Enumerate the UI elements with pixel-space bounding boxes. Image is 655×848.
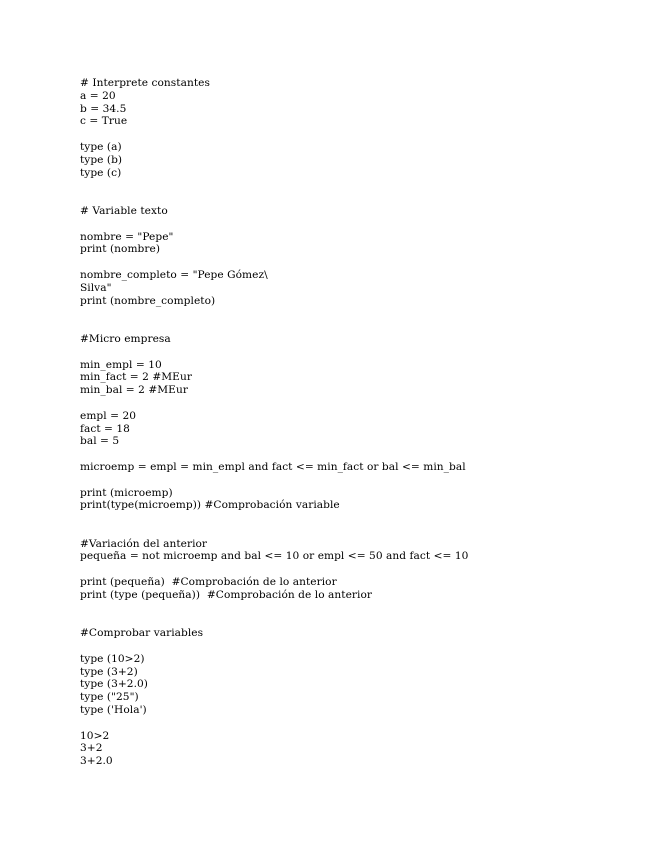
code-line: Silva" xyxy=(80,281,112,294)
blank-line xyxy=(80,256,468,269)
code-line: type ("25") xyxy=(80,691,139,704)
blank-line xyxy=(80,346,468,359)
code-line: type (c) xyxy=(80,166,122,179)
code-line: print (nombre) xyxy=(80,243,161,256)
code-line: #Micro empresa xyxy=(80,332,171,345)
code-line: fact = 18 xyxy=(80,422,130,435)
code-line: type ('Hola') xyxy=(80,704,147,717)
blank-line xyxy=(80,525,468,538)
blank-line xyxy=(80,218,468,231)
code-line: min_bal = 2 #MEur xyxy=(80,384,188,397)
code-line: microemp = empl = min_empl and fact <= min_fact or bal <= min_bal xyxy=(80,460,466,473)
code-line: 10>2 xyxy=(80,729,110,742)
code-line: print(type(microemp)) #Comprobación variable xyxy=(80,499,340,512)
code-block xyxy=(80,77,468,768)
blank-line xyxy=(80,128,468,141)
code-line: nombre_completo = "Pepe Gómez\ xyxy=(80,268,268,281)
blank-line xyxy=(80,563,468,576)
code-line: c = True xyxy=(80,115,128,128)
code-line: # Interprete constantes xyxy=(80,77,210,89)
blank-line xyxy=(80,397,468,410)
code-line: type (a) xyxy=(80,140,122,153)
code-line: a = 20 xyxy=(80,89,116,102)
code-line: min_empl = 10 xyxy=(80,358,162,371)
code-line: #Variación del anterior xyxy=(80,537,208,550)
code-line: empl = 20 xyxy=(80,409,137,422)
blank-line xyxy=(80,512,468,525)
code-line: nombre = "Pepe" xyxy=(80,230,174,243)
code-line: # Variable texto xyxy=(80,204,168,217)
code-line: type (10>2) xyxy=(80,652,145,665)
code-line: 3+2.0 xyxy=(80,755,113,768)
code-line: print (nombre_completo) xyxy=(80,294,216,307)
code-line: type (3+2.0) xyxy=(80,678,148,691)
blank-line xyxy=(80,474,468,487)
blank-line xyxy=(80,192,468,205)
code-line: bal = 5 xyxy=(80,435,120,448)
blank-line xyxy=(80,602,468,615)
blank-line xyxy=(80,614,468,627)
code-line: type (b) xyxy=(80,153,123,166)
code-line: print (microemp) xyxy=(80,486,173,499)
code-line: print (pequeña) #Comprobación de lo anterior xyxy=(80,576,337,589)
blank-line xyxy=(80,640,468,653)
code-line: min_fact = 2 #MEur xyxy=(80,371,192,384)
blank-line xyxy=(80,717,468,730)
blank-line xyxy=(80,307,468,320)
blank-line xyxy=(80,179,468,192)
code-line: pequeña = not microemp and bal <= 10 or empl <= 50 and fact <= 10 xyxy=(80,550,469,563)
code-line: type (3+2) xyxy=(80,665,138,678)
code-line: print (type (pequeña)) #Comprobación de lo anterior xyxy=(80,588,372,601)
code-line: b = 34.5 xyxy=(80,102,127,115)
code-line: #Comprobar variables xyxy=(80,627,204,640)
blank-line xyxy=(80,320,468,333)
code-line: 3+2 xyxy=(80,742,103,755)
blank-line xyxy=(80,448,468,461)
